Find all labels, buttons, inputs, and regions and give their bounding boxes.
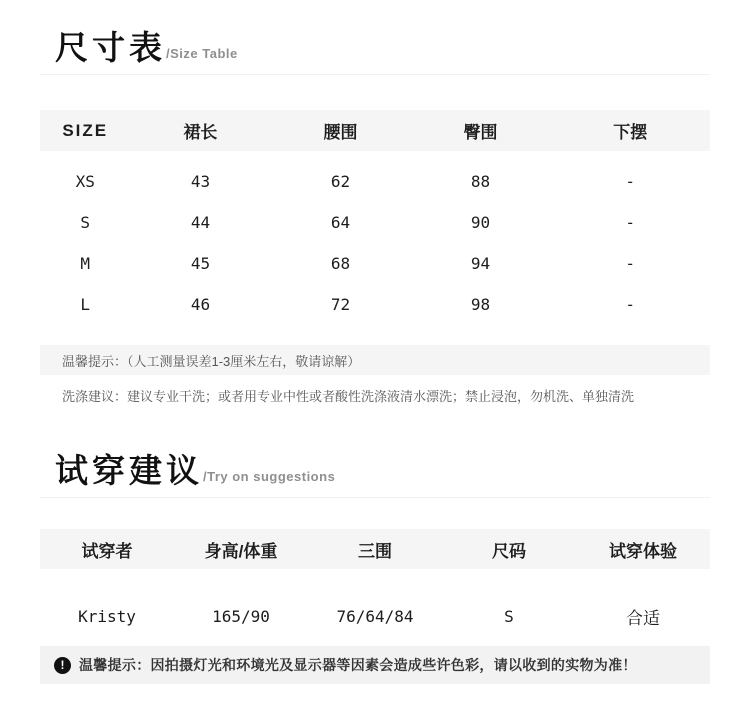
cell-size: S [504, 606, 514, 626]
title-divider [40, 74, 710, 75]
size-table-header-skirt-length: 裙长 [183, 123, 218, 142]
cell-waist: 68 [330, 254, 351, 273]
table-row [40, 243, 710, 284]
tryon-section [40, 447, 710, 636]
cell-skirt-length: 44 [190, 213, 211, 232]
cell-fitter: Kristy [78, 606, 136, 626]
tryon-header-size: 尺码 [492, 541, 526, 561]
cell-waist: 62 [330, 172, 351, 191]
washing-suggestion-text: 洗涤建议：建议专业干洗；或者用专业中性或者酸性洗涤液清水漂洗；禁止浸泡，勿机洗、单独清洗 [62, 389, 635, 404]
table-row [40, 202, 710, 243]
size-table-body [40, 161, 710, 325]
washing-suggestion [40, 389, 710, 405]
tryon-subtitle: /Try on suggestions [203, 469, 336, 484]
tryon-table-header-row [40, 529, 710, 569]
tryon-title-row [55, 447, 710, 487]
tryon-title: 试穿建议 [55, 452, 203, 489]
exclamation-icon: ! [54, 657, 71, 674]
size-table-title-row [55, 24, 710, 64]
tryon-header-measurements: 三围 [358, 541, 392, 561]
cell-hip: 88 [470, 172, 491, 191]
tryon-header-fitter: 试穿者 [81, 541, 133, 561]
cell-skirt-length: 46 [190, 295, 211, 314]
size-table-header-row [40, 110, 710, 151]
cell-size: L [80, 295, 91, 314]
cell-height-weight: 165/90 [212, 606, 270, 626]
cell-waist: 64 [330, 213, 351, 232]
size-table-header-size: SIZE [62, 120, 109, 140]
color-disclaimer-bar [40, 646, 710, 684]
table-row [40, 596, 710, 636]
color-disclaimer-text: 温馨提示：因拍摄灯光和环境光及显示器等因素会造成些许色彩，请以收到的实物为准！ [79, 657, 637, 673]
cell-hip: 94 [470, 254, 491, 273]
cell-hem: - [625, 295, 636, 314]
title-divider [40, 497, 710, 498]
cell-hip: 90 [470, 213, 491, 232]
cell-waist: 72 [330, 295, 351, 314]
table-row [40, 284, 710, 325]
cell-hem: - [625, 172, 636, 191]
cell-size: S [80, 213, 91, 232]
size-table-header-hip: 臀围 [463, 123, 498, 142]
cell-hem: - [625, 213, 636, 232]
tryon-header-experience: 试穿体验 [609, 541, 677, 561]
measurement-tip [40, 345, 710, 375]
cell-experience: 合适 [626, 608, 660, 628]
cell-measurements: 76/64/84 [336, 606, 414, 626]
size-table-title: 尺寸表 [55, 29, 166, 66]
size-table-subtitle: /Size Table [166, 46, 238, 61]
size-table-header-waist: 腰围 [323, 123, 358, 142]
cell-size: XS [75, 172, 95, 191]
cell-hem: - [625, 254, 636, 273]
cell-skirt-length: 43 [190, 172, 211, 191]
size-table-header-hem: 下摆 [613, 123, 648, 142]
size-table-section [40, 24, 710, 405]
cell-size: M [80, 254, 91, 273]
tryon-header-height-weight: 身高/体重 [204, 541, 278, 561]
measurement-tip-text: 温馨提示：（人工测量误差1-3厘米左右，敬请谅解） [62, 353, 361, 369]
cell-hip: 98 [470, 295, 491, 314]
cell-skirt-length: 45 [190, 254, 211, 273]
table-row [40, 161, 710, 202]
